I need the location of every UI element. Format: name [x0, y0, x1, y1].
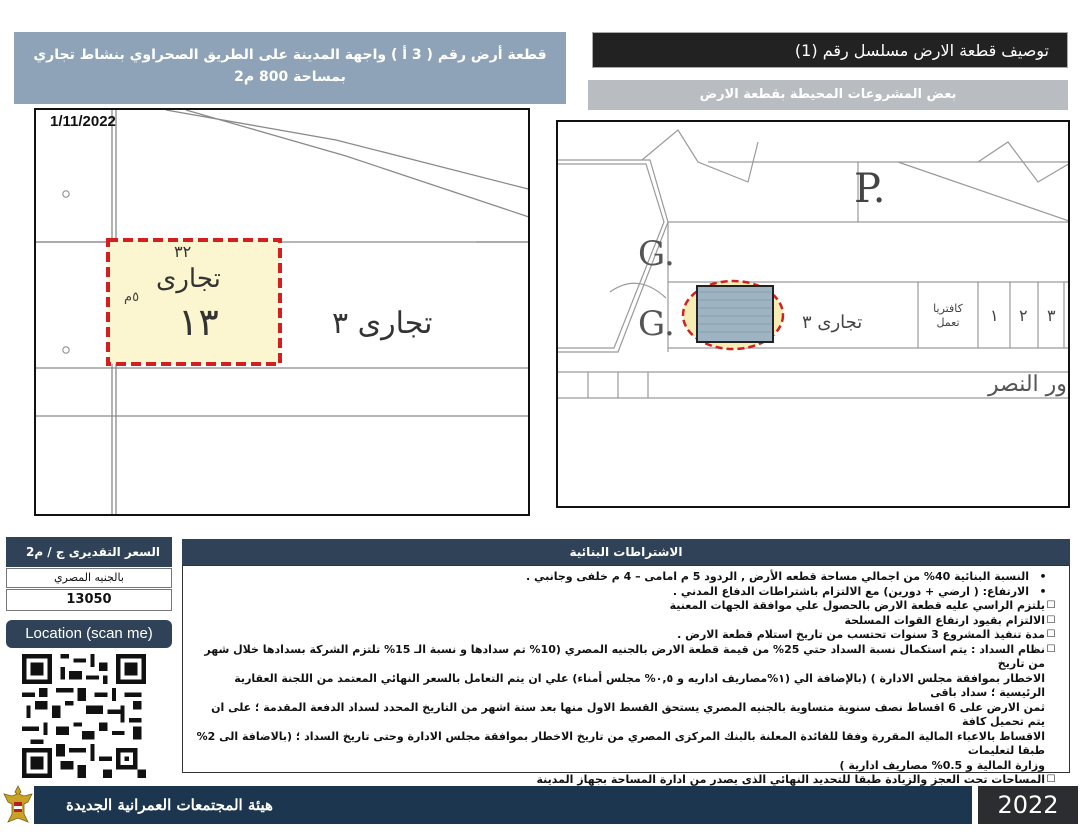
condition-line — [193, 759, 1057, 774]
authority-name: هيئة المجتمعات العمرانية الجديدة — [66, 796, 273, 814]
location-label: Location (scan me) — [6, 620, 172, 648]
cafeteria-line1: كافتريا — [933, 302, 963, 315]
checkbox-marker: ☐ — [1046, 600, 1056, 611]
condition-text: يلتزم الراسي عليه قطعة الارض بالحصول علي موافقة الجهات المعنية — [669, 599, 1045, 612]
condition-text: الالتزام بقيود ارتفاع القوات المسلحة — [844, 613, 1045, 627]
left-site-map — [34, 108, 530, 516]
checkbox-marker: ☐ — [1046, 629, 1056, 640]
lot-number-3: ٣ — [1047, 306, 1056, 325]
condition-text: وزارة المالية و 0.5% مصاريف ادارية ) — [839, 758, 1045, 772]
location-qr-code[interactable] — [22, 654, 146, 778]
condition-line — [193, 730, 1057, 759]
condition-text: المساحات تحت العجز والزيادة طبقا للتحديد النهائي الذى يصدر من ادارة المساحة بجهاز المدينة — [536, 773, 1045, 786]
lot-number-2: ٢ — [1019, 306, 1028, 325]
surrounding-projects-title: بعض المشروعات المحيطة بقطعة الارض — [588, 80, 1068, 110]
condition-line — [193, 585, 1057, 600]
condition-line — [193, 672, 1057, 701]
condition-line — [193, 599, 1057, 614]
cafeteria-label — [922, 302, 974, 330]
plot-number: ١٣ — [178, 300, 219, 344]
road-label: ور النصر — [988, 372, 1067, 397]
right-surroundings-map — [556, 120, 1070, 508]
condition-text: الاخطار بموافقة مجلس الادارة ) (بالإضافة الي (١%مصاريف اداريه و ٠,٥% مجلس أمناء) علي ان يتم التعامل بالسعر النهائي المعتمد من اللجنة العقارية الرئيسية ؛ سداد باقى — [234, 671, 1045, 699]
condition-text: نظام السداد : يتم استكمال نسبة السداد حتي 25% من قيمة قطعة الارض بالجنيه المصري (10% تم سدادها و نسبة الـ 15% تلتزم الشركة بسدادها خلال شهر من تاريخ — [204, 642, 1045, 670]
condition-line — [193, 570, 1057, 585]
condition-text: الاقساط بالاعباء المالية المقررة وفقا للفائدة المعلنة بالبنك المركزى المصري من تاريخ الاخطار بموافقة مجلس الادارة وحتى تاريخ السداد ؛ (بالاضافة الى 2% طبقا لتعليمات — [196, 729, 1045, 757]
condition-line — [193, 614, 1057, 629]
checkbox-marker: ☐ — [1046, 643, 1056, 655]
description-title: توصيف قطعة الارض مسلسل رقم (1) — [592, 32, 1068, 68]
target-plot — [697, 286, 773, 342]
price-currency: بالجنيه المصري — [6, 568, 172, 588]
egypt-eagle-emblem-icon — [2, 784, 34, 826]
building-conditions-header: الاشتراطات البنائية — [182, 539, 1070, 565]
checkbox-marker: ☐ — [1046, 774, 1056, 785]
plot-title-banner — [14, 32, 566, 104]
label-p: P. — [854, 166, 886, 212]
building-conditions-list — [182, 565, 1070, 786]
price-header: السعر التقديرى ج / م2 — [6, 537, 172, 567]
condition-line — [193, 643, 1057, 672]
plot-number-top: ٣٢ — [174, 242, 192, 261]
bullet-marker: • — [1039, 570, 1047, 583]
condition-line — [193, 701, 1057, 730]
bullet-marker: • — [1039, 584, 1047, 598]
lot-number-1: ١ — [990, 306, 999, 325]
condition-text: ثمن الارض على 6 اقساط نصف سنوية متساوية بالجنيه المصري يستحق القسط الاول منها بعد ستة اشهر من التاريخ المحدد لسداد الدفعة المقدمة ؛ على ان يتم تحميل كافة — [211, 700, 1045, 728]
label-g-lower: G. — [638, 304, 675, 344]
map-date: 1/11/2022 — [50, 113, 116, 130]
checkbox-marker: ☐ — [1046, 614, 1056, 626]
condition-text: مدة تنفيذ المشروع 3 سنوات تحتسب من تاريخ استلام قطعة الارض . — [677, 628, 1045, 641]
condition-line — [193, 628, 1057, 643]
plot-title-line1: قطعة أرض رقم ( 3 أ ) واجهة المدينة على الطريق الصحراوي بنشاط تجاري — [33, 47, 547, 63]
plot-title-line2: بمساحة 800 م2 — [234, 69, 346, 85]
label-g-upper: G. — [638, 234, 675, 274]
condition-text: الارتفاع: ( ارضي + دورين) مع الالتزام باشتراطات الدفاع المدني . — [672, 584, 1029, 598]
cafeteria-line2: تعمل — [936, 316, 960, 329]
side-setback-label: ٥م — [124, 290, 140, 305]
zone-label: تجارى ٣ — [332, 306, 433, 341]
condition-text: النسبة البنائية 40% من اجمالي مساحة قطعه الأرض , الردود 5 م امامى – 4 م خلفى وجانبي . — [525, 570, 1029, 583]
zone-label-right: تجارى ٣ — [802, 312, 863, 333]
left-map-drawing — [36, 110, 530, 516]
footer-year: 2022 — [978, 786, 1078, 824]
plot-label: تجارى — [156, 264, 221, 294]
price-value: 13050 — [6, 589, 172, 611]
